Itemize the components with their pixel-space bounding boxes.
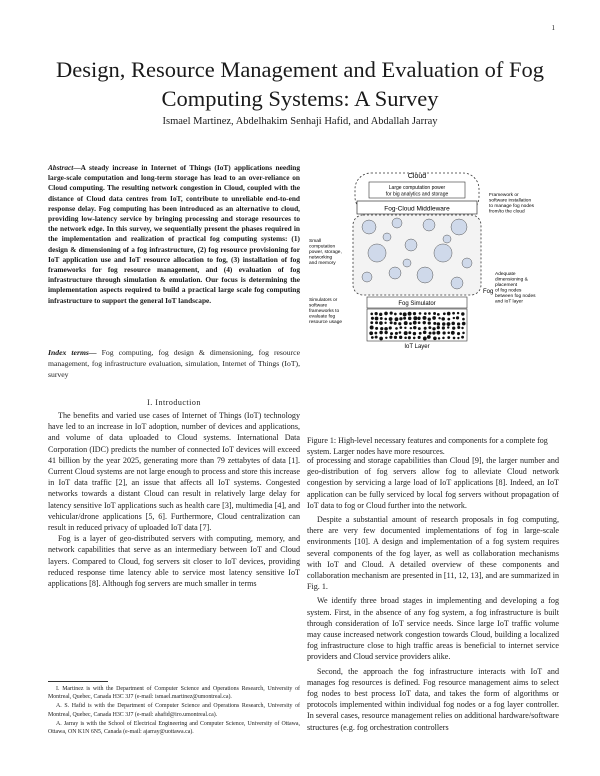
annotation-line: Simulators or [309,298,338,303]
iot-device [413,332,416,335]
iot-device [369,331,373,335]
iot-device [417,317,420,320]
annotation-line: of fog nodes [495,288,522,294]
iot-device [432,331,435,334]
iot-device [462,332,465,335]
iot-device [408,331,411,334]
author-list: Ismael Martinez, Abdelhakim Senhaji Hafid, and Abdallah Jarray [162,116,438,127]
iot-device [395,332,398,335]
annotation-simulators [309,297,342,325]
iot-device [404,336,407,339]
fog-node [451,277,463,289]
iot-device [428,326,431,329]
iot-device [433,336,437,340]
right-column-text [307,455,559,736]
section-heading: I. Introduction [147,398,201,407]
fog-node [462,258,472,268]
iot-device [395,327,398,330]
iot-device [408,317,411,320]
fog-label: Fog [483,289,494,295]
footnotes [48,685,300,737]
iot-device [408,312,412,316]
iot-device [413,321,417,325]
footnote: I. Martinez is with the Department of Computer Science and Operations Research, University of Montreal, Quebec, Canada H3C 3J7 (e-mail: ismael.martinez@umontreal.ca). [48,686,300,701]
iot-device [370,313,373,316]
footnote-rule [48,681,108,682]
iot-device [442,337,445,340]
iot-device [413,312,416,315]
iot-device [375,327,378,330]
cloud-box-line: Large computation power [388,185,446,191]
iot-layer-label: IoT Layer [404,344,430,350]
figure-fog-system [307,165,559,437]
annotation-framework [489,192,535,215]
annotation-line: Small [309,239,321,244]
iot-device [390,312,393,315]
iot-device [390,332,393,335]
abstract [48,163,300,306]
iot-device [389,326,392,329]
iot-device [399,326,402,329]
fog-node [417,267,433,283]
fog-node [368,244,386,262]
iot-device [429,332,432,335]
iot-device [457,322,460,325]
iot-device [398,322,401,325]
iot-device [404,321,408,325]
annotation-line: software installation [489,198,532,204]
body-paragraph: Second, the approach the fog infrastructure interacts with IoT and manages fog resources is defined. Fog resource management aims to select fog nodes to best process IoT data, and takes the form of algorithms or protocols implemented within individual fog nodes or a fog layer controller. In several cases, resource management relies on additional hardware/software structures (e.g. fog orchestration controllers [307,666,559,732]
fog-node [434,244,452,262]
iot-device [380,317,383,320]
iot-device [385,337,387,339]
iot-device [447,336,450,339]
annotation-line: and IoT layer [495,299,523,305]
annotation-dimensioning [495,271,536,305]
iot-device [461,336,464,339]
iot-device [384,331,387,334]
fog-node [405,239,417,251]
iot-device [457,332,460,335]
iot-device [427,335,431,339]
iot-device [424,312,427,315]
iot-device [422,316,426,320]
iot-device [438,317,440,319]
iot-device [384,327,388,331]
iot-device [413,337,416,340]
annotation-line: to manage fog nodes [489,204,535,209]
iot-device [403,317,406,320]
fog-node [443,235,451,243]
iot-device [433,312,436,315]
intro-paragraph: The benefits and varied use cases of Internet of Things (IoT) technology have led to an increase in IoT adoption, number of devices and applications, and volume of data uploaded to Cloud systems. International Data Corporation (IDC) predicts the number of connected IoT devices will exceed 41 billion by the year 2025, generating more than 79 zettabytes of data [1]. Current Cloud systems are not large enough to process and store this increase in IoT data traffic [2], an issue that affects all IoT systems. Congested networks towards a distant Cloud can result in relatively large delay for latency sensitive IoT applications such as health care [3], multimedia [4], and vehicular/drone applications [5, 6]. Furthermore, Cloud centralization can result in reduced privacy of uploaded IoT data [7]. [48,411,300,533]
iot-device [461,312,464,315]
annotation-line: placement [495,283,518,288]
iot-device [394,336,397,339]
iot-device [399,312,402,315]
figure-caption: Figure 1: High-level necessary features and components for a complete fog system. Larger nodes have more resources. [307,436,548,456]
iot-device [457,326,460,329]
iot-device [379,313,382,316]
introduction-text [48,410,300,589]
iot-device [432,316,436,320]
iot-device [457,337,459,339]
middleware-label: Fog-Cloud Middleware [384,205,450,213]
iot-device [423,331,427,335]
annotation-line: resource usage [309,320,343,325]
index-terms-lead: Index terms— [48,348,97,357]
annotation-line: computation [309,244,336,250]
fog-node [389,267,401,279]
index-terms-text: Fog computing, fog design & dimensioning, fog resource management, fog infrastructure evaluation, simulation, Internet of Things (IoT), survey [48,348,300,379]
iot-device [442,331,445,334]
cloud-box-line: for big analytics and storage [385,191,449,198]
paper-title: Design, Resource Management and Evaluation of Fog Computing Systems: A Survey [55,57,544,111]
fog-node [451,219,467,235]
iot-device [462,318,465,321]
iot-device [447,332,450,335]
iot-device [418,327,421,330]
iot-device [384,322,386,324]
iot-device [371,317,374,320]
annotation-line: dimensioning & [495,277,528,283]
footnote: A. Jarray is with the School of Electrical Engineering and Computer Science, University of Ottawa, Ottawa, ON K1N 6N5, Canada (e-mail: ajarray@uottawa.ca). [48,720,300,736]
annotation-line: Framework or [489,193,519,198]
iot-device [452,312,455,315]
iot-device [379,337,383,341]
iot-device [447,312,451,316]
iot-device [413,316,417,320]
footnote: A. S. Hafid is with the Department of Computer Science and Operations Research, University of Montreal, Quebec, Canada H3C 3J7 (e-mail: ahafid@iro.umontreal.ca). [48,703,300,718]
iot-device [418,321,421,324]
iot-device [384,318,387,321]
fog-node [383,233,391,241]
abstract-lead: Abstract [48,163,74,172]
annotation-line: between fog nodes [495,294,536,299]
iot-device [442,322,445,325]
iot-device [423,321,426,324]
iot-device [423,337,427,341]
iot-device [424,327,427,330]
fog-node [392,218,402,228]
iot-device [432,327,435,330]
iot-device [453,337,456,340]
annotation-line: software [309,303,328,309]
iot-device [380,327,383,330]
iot-device [456,316,459,319]
iot-device [375,321,378,324]
iot-device [443,312,446,315]
iot-device [375,317,379,321]
iot-device [395,317,399,321]
iot-device [384,312,388,316]
iot-device [447,326,449,328]
iot-device [437,331,441,335]
iot-device [428,312,431,315]
body-paragraph: We identify three broad stages in implementing and developing a fog system. First, in the absence of any fog system, a fog infrastructure is built through consideration of IoT service needs. Since large IoT traffic volume may cause increased network congestion towards Cloud, building a localized fog infrastructure close to high traffic areas is beneficial to internet service providers and Cloud service providers alike. [307,596,559,662]
iot-device [370,321,373,324]
body-paragraph: Despite a substantial amount of research proposals in fog computing, there are very few documented implementations of fog in large-scale environments [10]. A design and implementation of a fog system requires several components of the fog layer, as well as collaboration mechanisms with IoT and Cloud. A detailed overview of these components and collaboration mechanism are presented in [11, 12, 13], and are summarized in Fig. 1. [307,515,559,592]
iot-device [389,336,392,339]
intro-paragraph: Fog is a layer of geo-distributed servers with computing, memory, and network capabilities that serve as an intermediary between IoT and Cloud layers. Compared to Cloud, fog servers sit closer to IoT devices, providing reduced response time latency able to service most latency sensitive IoT applications [8]. Although fog servers are much smaller in terms [48,534,300,589]
iot-device [437,313,440,316]
iot-device [389,317,393,321]
iot-device [410,327,412,329]
iot-device [374,332,377,335]
fog-simulator-label: Fog Simulator [398,301,436,307]
iot-device [428,322,431,325]
iot-device [447,318,450,321]
iot-device [399,336,402,339]
page-number: 1 [551,24,555,32]
annotation-line: frameworks to [309,309,340,314]
iot-device [418,336,421,339]
cloud-label: Cloud [407,173,427,180]
iot-device [408,336,411,339]
annotation-line: from/to the cloud [489,209,525,215]
iot-device [419,332,422,335]
fog-node [362,220,376,234]
iot-device [451,322,455,326]
index-terms [48,348,300,380]
fog-node [362,272,372,282]
iot-device [394,322,397,325]
iot-device [457,312,459,314]
iot-device [452,326,455,329]
iot-device [379,331,383,335]
iot-device [399,331,402,334]
annotation-line: power, storage, [309,250,342,255]
iot-device [441,317,445,321]
annotation-fog-resources [309,238,342,266]
iot-device [390,321,393,324]
iot-device [433,322,436,325]
iot-device [409,322,412,325]
fog-node [423,219,435,231]
iot-device [379,321,383,325]
iot-device [399,317,402,320]
iot-device [451,331,455,335]
abstract-text: —A steady increase in Internet of Things (IoT) applications needing large-scale computation and long-term storage has lead to an over-reliance on Cloud computing. The resulting network congestion in Cloud, coupled with the distance of Cloud data centres from IoT, contribute to unreliable end-to-end response delay. Fog computing has been introduced as an alternative to cloud, providing low-latency service by bringing processing and storage resources to the network edge. In this survey, we sequentially present the phases required in the implementation and realization of practical fog computing systems: (1) design & dimensioning of a fog infrastructure, (2) fog resource provisioning for IoT application use and IoT resource allocation to fog, (3) installation of fog frameworks for fog resource management, and (4) evaluation of fog infrastructure through simulation & emulation. Our focus is determining the implementation aspects required to build a practical large scale fog computing infrastructure to support the general IoT landscape. [48,163,300,305]
annotation-line: Adequate [495,272,516,277]
iot-device [437,326,440,329]
annotation-line: evaluate fog [309,314,336,320]
iot-device [428,317,431,320]
body-paragraph: of processing and storage capabilities than Cloud [9], the larger number and geo-distribution of fog servers allow fog to alleviate Cloud network congestion by servicing a large load of IoT applications [8]. Indeed, an IoT application can be fully serviced by local fog servers without propagation of IoT data to fog or Cloud further into the network. [307,456,559,510]
iot-device [394,313,397,316]
iot-device [404,327,406,329]
iot-device [403,312,407,316]
iot-device [437,322,440,325]
iot-device [404,331,408,335]
annotation-line: and memory [309,261,336,266]
iot-device [375,336,378,339]
iot-device [438,337,440,339]
iot-device [462,322,466,326]
iot-device [453,317,455,319]
iot-device [419,312,422,315]
iot-device [413,326,416,329]
iot-device [375,312,378,315]
annotation-line: networking [309,255,333,261]
iot-device [447,322,451,326]
iot-device [442,326,445,329]
iot-device [370,326,374,330]
fog-node [403,259,411,267]
iot-device [461,327,463,329]
iot-device [371,336,374,339]
